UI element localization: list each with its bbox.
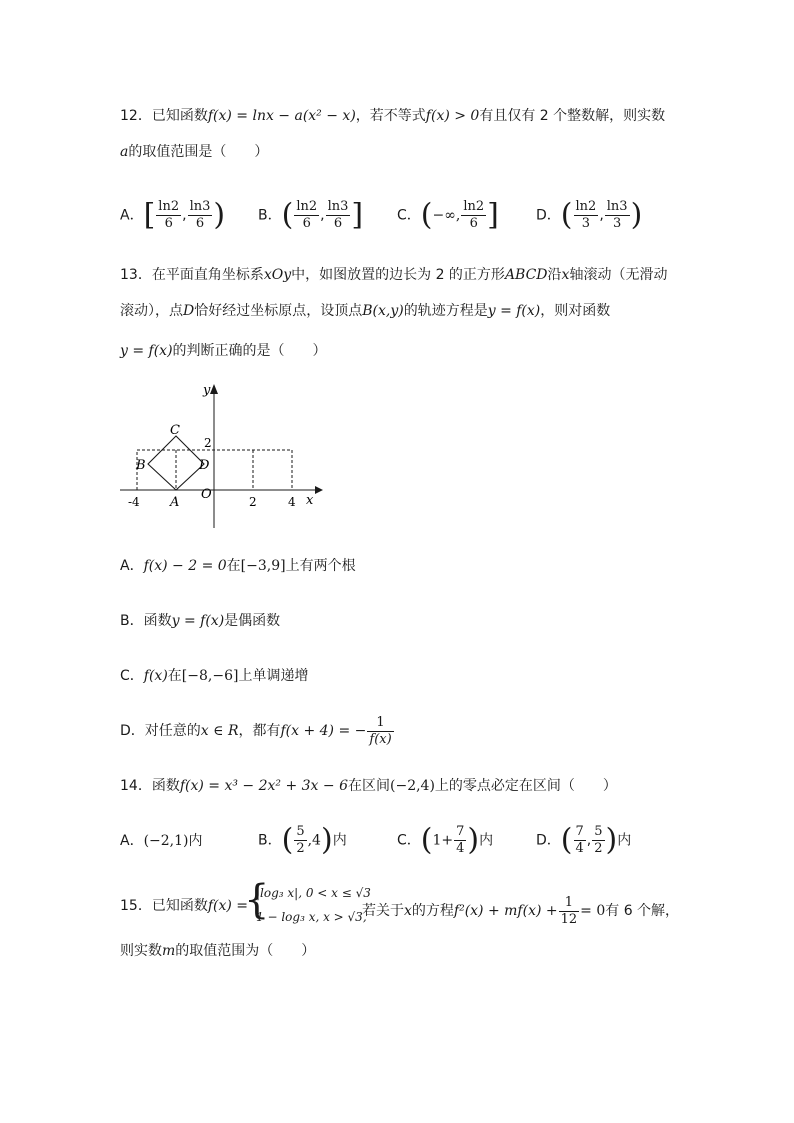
q12-option-d[interactable]: D．( $\frac{\ln 2}{3}$ , $\frac{\ln 3}{3}$ ) [536,197,643,233]
q15-case-2: 1 − log₃ x, x > √3, [256,910,367,924]
q13-stem-line2: 滚动），点D恰好经过坐标原点，设顶点B(x,y)的轨迹方程是y = f(x)，则对函数 [120,303,611,319]
q12-option-a[interactable]: A．[ $\frac{\ln 2}{6}$ , $\frac{\ln 3}{6}$ ) [120,197,226,233]
q13-option-c[interactable]: C．f(x)在[−8,−6]上单调递增 [120,668,309,684]
tick-4: 4 [288,495,296,509]
q14-option-a[interactable]: A．(−2,1)内 [120,833,203,849]
q13-figure [110,380,330,530]
label-o: O [201,487,212,502]
label-y: y [203,383,211,398]
tick-m4: -4 [128,495,140,509]
q13-stem-line1: 13．在平面直角坐标系xOy中，如图放置的边长为 2 的正方形ABCD沿x轴滚动（无滑动 [120,267,668,283]
q14-option-c[interactable]: C．(1+ $\frac{7}{4}$ )内 [397,822,494,858]
q15-brace-icon: { [244,877,270,923]
q12-stem-line1: 12．已知函数f(x) = lnx − a(x² − x)，若不等式f(x) > 0有且仅有 2 个整数解，则实数 [120,108,666,124]
x-axis-arrow-icon [315,486,323,494]
tick-2: 2 [249,495,257,509]
q13-option-a[interactable]: A．f(x) − 2 = 0在[−3,9]上有两个根 [120,558,356,574]
y-axis-arrow-icon [210,384,218,394]
q14-stem: 14．函数f(x) = x³ − 2x² + 3x − 6在区间(−2,4)上的零点必定在区间（ ） [120,778,617,794]
q12-option-c[interactable]: C．(−∞, $\frac{\ln 2}{6}$ ] [397,197,499,233]
q13-option-d[interactable]: D．对任意的x ∈ R，都有f(x + 4) = − $\frac{1}{f(x)}$ [120,714,392,747]
q12-stem-line2: a的取值范围是（ ） [120,144,269,160]
q13-stem-line3: y = f(x)的判断正确的是（ ） [120,343,327,359]
label-a: A [170,495,180,510]
q15-case-1: |log₃ x|, 0 < x ≤ √3 [256,886,371,900]
label-c: C [170,423,180,438]
q15-stem-line2: 则实数m的取值范围为（ ） [120,943,316,959]
label-x: x [306,493,314,508]
q14-option-d[interactable]: D．( $\frac{7}{4}$ , $\frac{5}{2}$ )内 [536,822,632,858]
q12-option-b[interactable]: B．( $\frac{\ln 2}{6}$ , $\frac{\ln 3}{6}$ ] [258,197,364,233]
q15-stem-line1: 15．已知函数f(x) = [120,898,249,914]
label-two: 2 [204,436,212,450]
label-d: D [199,458,210,473]
q13-option-b[interactable]: B．函数y = f(x)是偶函数 [120,613,281,629]
label-b: B [136,458,146,473]
q15-stem-line1-rest: 若关于x的方程f²(x) + mf(x) + $\frac{1}{12}$ = 0有 6 个解， [362,894,680,927]
q12-function: f(x) = lnx − a(x² − x) [207,108,356,124]
q12-inequality: f(x) > 0 [425,108,480,124]
q14-option-b[interactable]: B．( $\frac{5}{2}$ ,4)内 [258,822,347,858]
